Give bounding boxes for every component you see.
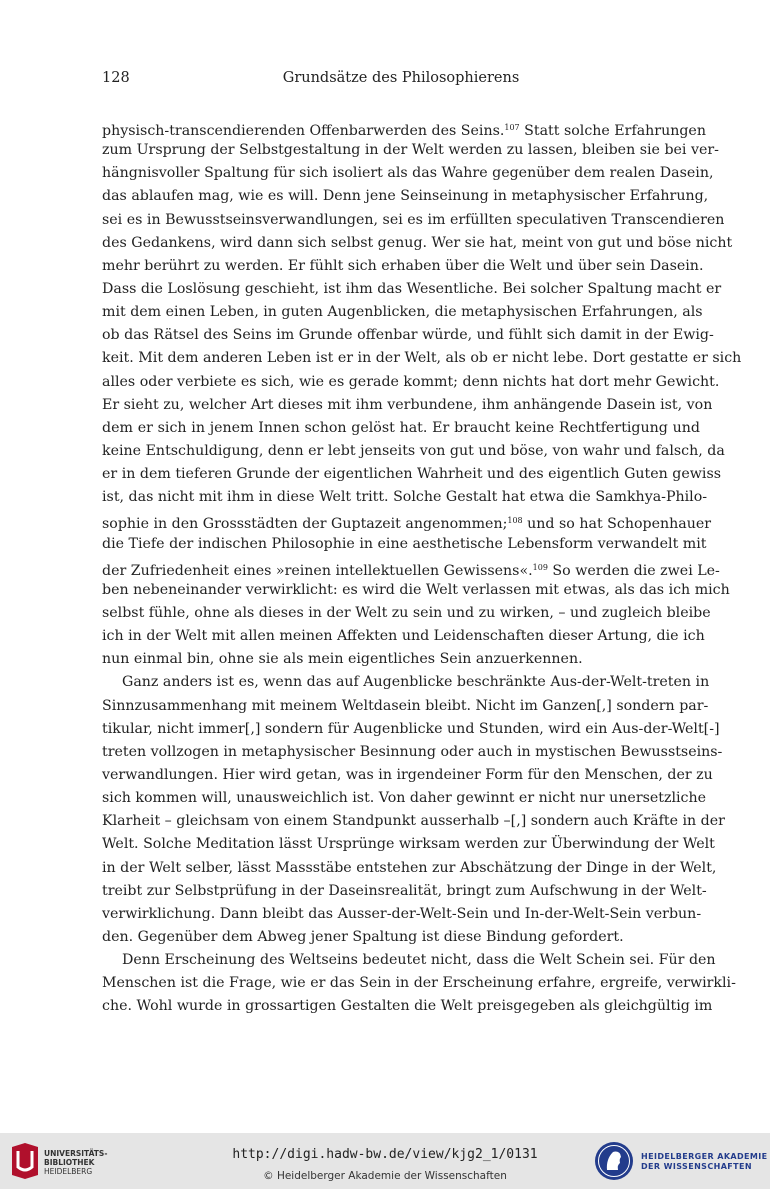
footnote-ref[interactable]: 108 [507,516,523,526]
text-line: tikular, nicht immer[,] sondern für Augenblicke und Stunden, wird ein Aus-der-Welt[-] [102,720,720,737]
text-line: verwandlungen. Hier wird getan, was in irgendeiner Form für den Menschen, der zu [102,766,713,783]
text-line: Er sieht zu, welcher Art dieses mit ihm verbundene, ihm anhängende Dasein ist, von [102,396,713,413]
viewer-footer [0,1133,770,1189]
text-line: sich kommen will, unausweichlich ist. Von daher gewinnt er nicht nur unersetzliche [102,790,707,807]
text-line: sophie in den Grossstädten der Guptazeit angenommen;$^{108}$ und so hat Schopenhauer [102,516,712,533]
page-number: 128 [102,70,130,86]
body-text [102,116,742,1018]
text-line: keit. Mit dem anderen Leben ist er in der Welt, als ob er nicht lebe. Dort gestatte er sich [102,350,742,367]
text-line: verwirklichung. Dann bleibt das Ausser-der-Welt-Sein und In-der-Welt-Sein verbun- [102,905,702,922]
text-line: Denn Erscheinung des Weltseins bedeutet nicht, dass die Welt Schein sei. Für den [122,952,716,969]
text-line: den. Gegenüber dem Abweg jener Spaltung ist diese Bindung gefordert. [102,928,624,945]
text-line: selbst fühle, ohne als dieses in der Welt zu sein und zu wirken, – und zugleich bleibe [102,604,711,621]
text-line: ist, das nicht mit ihm in diese Welt tritt. Solche Gestalt hat etwa die Samkhya-Philo- [102,489,708,506]
text-line: nun einmal bin, ohne sie als mein eigentliches Sein anzuerkennen. [102,651,583,668]
text-line: er in dem tieferen Grunde der eigentlichen Wahrheit und des eigentlich Guten gewiss [102,466,722,483]
text-line: zum Ursprung der Selbstgestaltung in der Welt werden zu lassen, bleiben sie bei ver- [102,142,719,159]
text-line: sei es in Bewusstseinsverwandlungen, sei es im erfüllten speculativen Transcendieren [102,211,725,228]
text-line: Menschen ist die Frage, wie er das Sein in der Erscheinung erfahre, ergreife, verwirkli- [102,975,736,992]
text-line: keine Entschuldigung, denn er lebt jenseits von gut und böse, von wahr und falsch, da [102,442,725,459]
text-line: des Gedankens, wird dann sich selbst genug. Wer sie hat, meint von gut und böse nicht [102,234,733,251]
text-line: treibt zur Selbstprüfung in der Daseinsrealität, bringt zum Aufschwung in der Welt- [102,882,707,899]
academy-name: HEIDELBERGER AKADEMIE DER WISSENSCHAFTEN [641,1152,768,1171]
text-line: mehr berührt zu werden. Er fühlt sich erhaben über die Welt und über sein Dasein. [102,257,704,274]
text-line: Welt. Solche Meditation lässt Ursprünge wirksam werden zur Überwindung der Welt [102,836,715,853]
text-line: das ablaufen mag, wie es will. Denn jene Seinseinung in metaphysischer Erfahrung, [102,188,709,205]
text-line: in der Welt selber, lässt Massstäbe entstehen zur Abschätzung der Dinge in der Welt, [102,859,717,876]
page-header [102,70,700,92]
text-line: der Zufriedenheit eines »reinen intellektuellen Gewissens«.$^{109}$ So werden die zwei Le- [102,562,720,579]
text-line: Klarheit – gleichsam von einem Standpunkt ausserhalb –[,] sondern auch Kräfte in der [102,813,725,830]
text-line: ob das Rätsel des Seins im Grunde offenbar würde, und fühlt sich damit in der Ewig- [102,327,714,344]
text-line: hängnisvoller Spaltung für sich isoliert als das Wahre gegenüber dem realen Dasein, [102,165,714,182]
text-line: dem er sich in jenem Innen schon gelöst hat. Er braucht keine Rechtfertigung und [102,419,700,436]
text-line: Sinnzusammenhang mit meinem Weltdasein bleibt. Nicht im Ganzen[,] sondern par- [102,697,709,714]
text-line: che. Wohl wurde in grossartigen Gestalten die Welt preisgegeben als gleichgültig im [102,998,713,1015]
text-line: mit dem einen Leben, in guten Augenblicken, die metaphysischen Erfahrungen, als [102,304,703,321]
text-line: ben nebeneinander verwirklicht: es wird die Welt verlassen mit etwas, als das ich mich [102,581,730,598]
text-line: Dass die Loslösung geschieht, ist ihm das Wesentliche. Bei solcher Spaltung macht er [102,280,722,297]
running-title: Grundsätze des Philosophierens [282,70,520,86]
university-library-name: UNIVERSITÄTS- BIBLIOTHEK HEIDELBERG [44,1149,108,1176]
text-line: physisch-transcendierenden Offenbarwerden des Seins.$^{107}$ Statt solche Erfahrungen [102,123,706,139]
footnote-ref[interactable]: 109 [532,562,548,572]
footnote-ref[interactable]: 107 [504,123,520,132]
text-line: alles oder verbiete es sich, wie es gerade kommt; denn nichts hat dort mehr Gewicht. [102,373,720,390]
text-line: Ganz anders ist es, wenn das auf Augenblicke beschränkte Aus-der-Welt-treten in [122,674,710,691]
text-line: ich in der Welt mit allen meinen Affekten und Leidenschaften dieser Artung, die ich [102,628,705,645]
academy-seal-icon[interactable] [594,1141,634,1181]
copyright-notice: © Heidelberger Akademie der Wissenschaften [263,1170,507,1182]
permalink-url[interactable]: http://digi.hadw-bw.de/view/kjg2_1/0131 [232,1147,538,1162]
text-line: treten vollzogen in metaphysischer Besinnung oder auch in mystischen Bewusstseins- [102,743,723,760]
text-line: die Tiefe der indischen Philosophie in eine aesthetische Lebensform verwandelt mit [102,535,707,552]
